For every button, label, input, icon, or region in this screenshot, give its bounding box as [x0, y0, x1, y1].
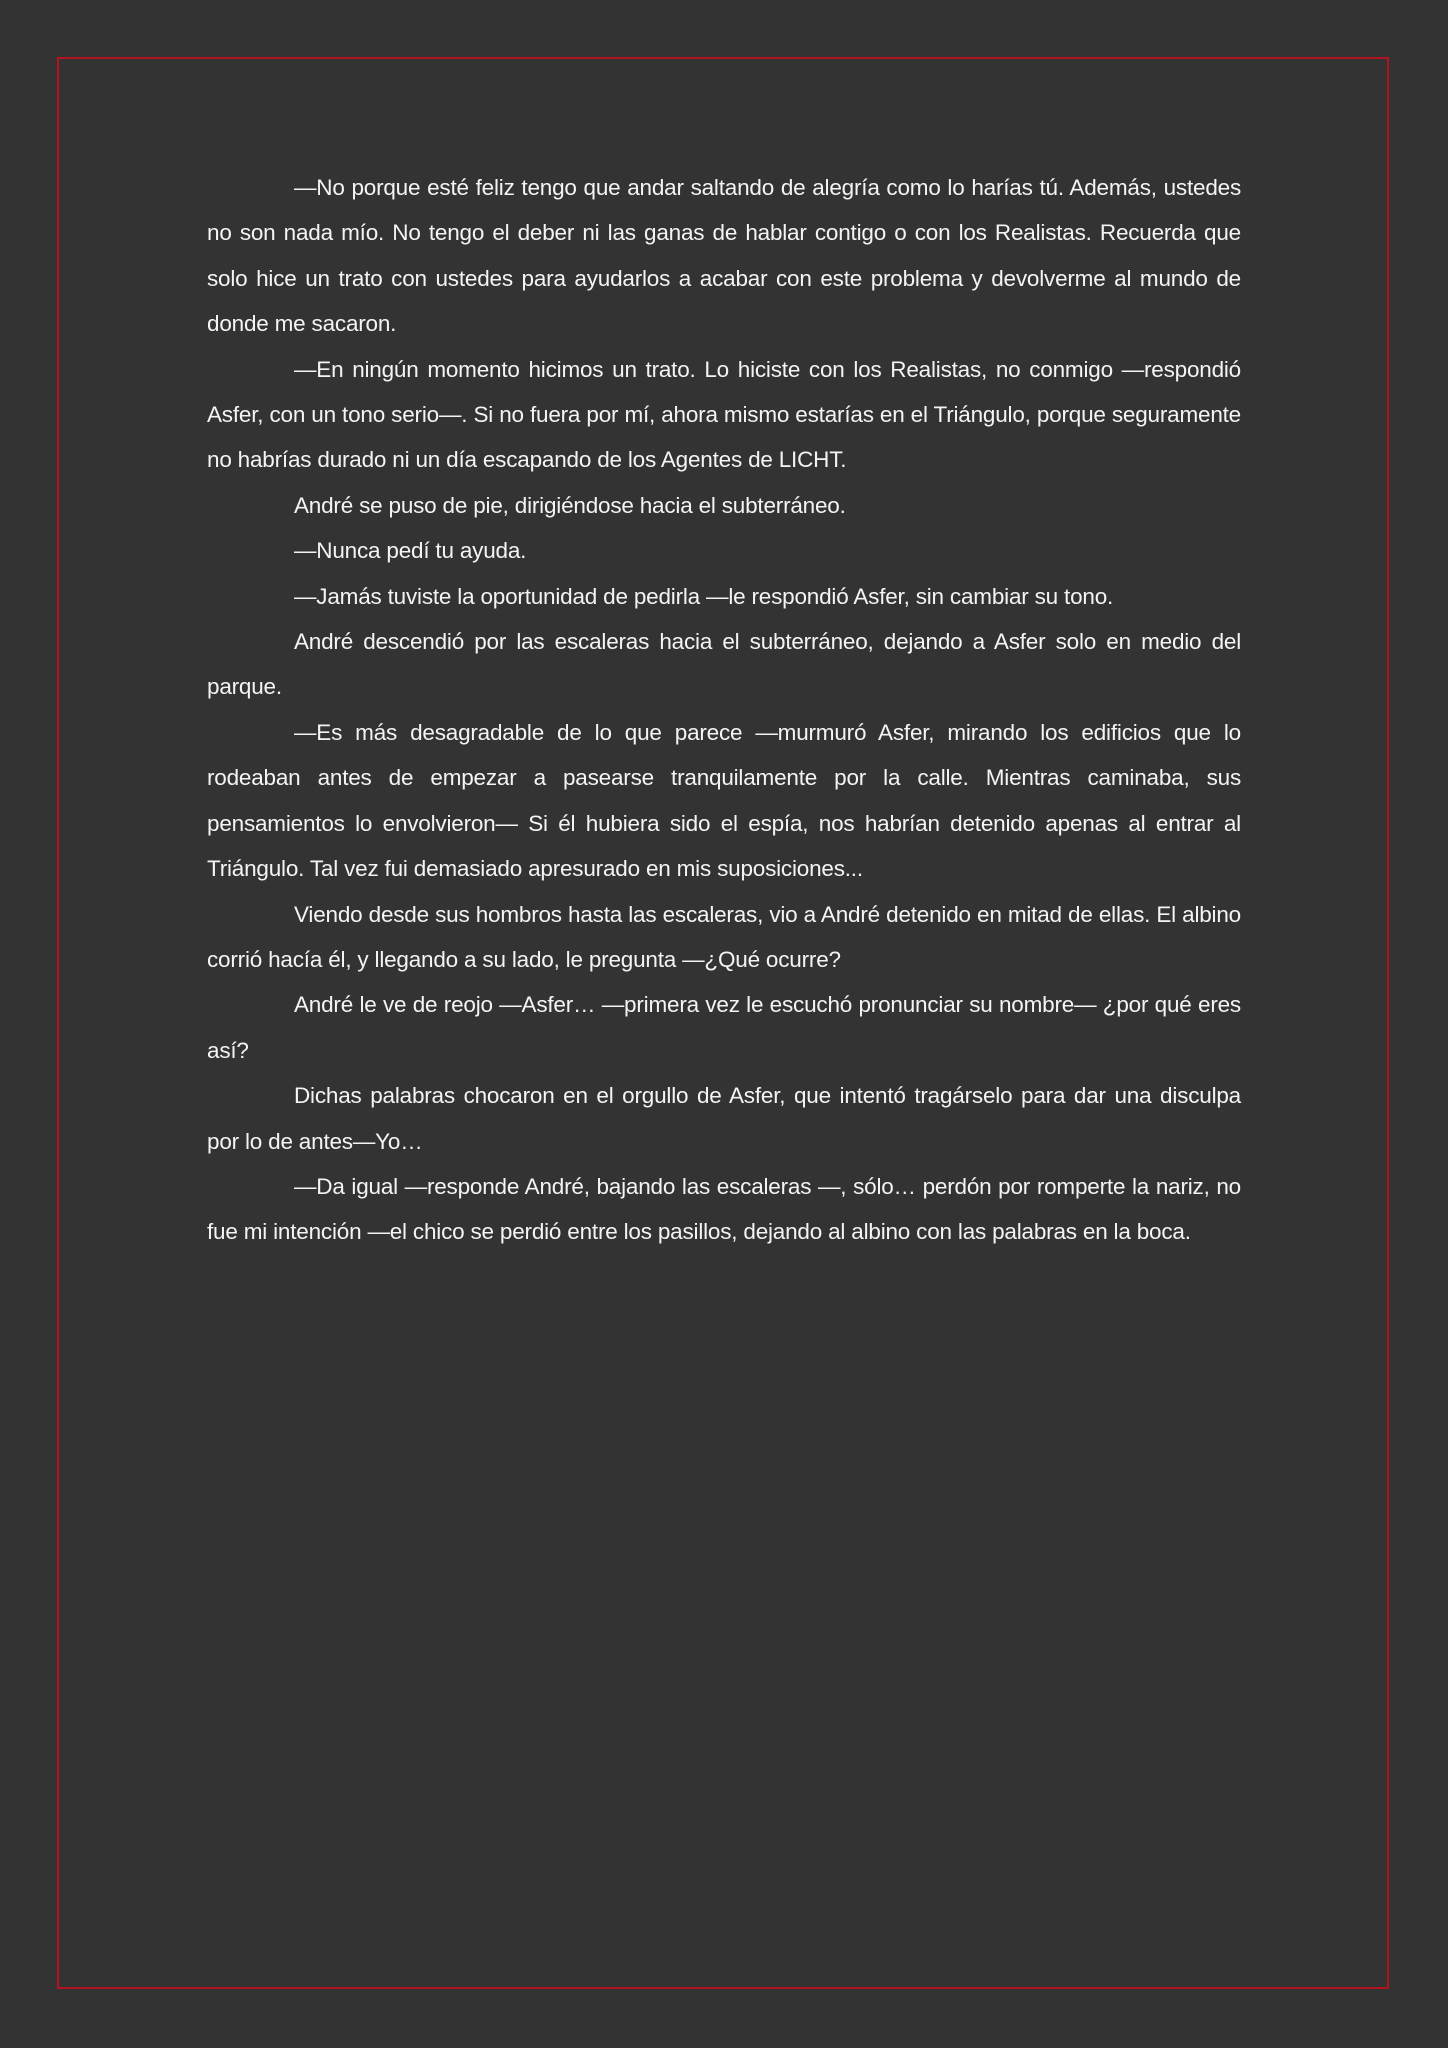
paragraph: —Es más desagradable de lo que parece —murmuró Asfer, mirando los edificios que lo rodeaban antes de empezar a pasearse tranquilamente por la calle. Mientras caminaba, sus pensamientos lo envolvieron— Si él hubiera sido el espía, nos habrían detenido apenas al entrar al Triángulo. Tal vez fui demasiado apresurado en mis suposiciones...: [207, 719, 1241, 882]
paragraph: André le ve de reojo —Asfer… —primera vez le escuchó pronunciar su nombre— ¿por qué eres así?: [207, 992, 1241, 1063]
body-text: [207, 165, 1241, 1255]
paragraph: André descendió por las escaleras hacia el subterráneo, dejando a Asfer solo en medio del parque.: [207, 629, 1241, 700]
paragraph: André se puso de pie, dirigiéndose hacia el subterráneo.: [294, 492, 846, 518]
paragraph: Viendo desde sus hombros hasta las escaleras, vio a André detenido en mitad de ellas. El albino corrió hacía él, y llegando a su lado, le pregunta —¿Qué ocurre?: [207, 901, 1241, 972]
paragraph: —En ningún momento hicimos un trato. Lo hiciste con los Realistas, no conmigo —respondió Asfer, con un tono serio—. Si no fuera por mí, ahora mismo estarías en el Triángulo, porque seguramente no habrías durado ni un día escapando de los Agentes de LICHT.: [207, 356, 1241, 473]
paragraph: Dichas palabras chocaron en el orgullo de Asfer, que intentó tragárselo para dar una disculpa por lo de antes—Yo…: [207, 1083, 1241, 1154]
paragraph: —Nunca pedí tu ayuda.: [294, 538, 527, 564]
paragraph: —No porque esté feliz tengo que andar saltando de alegría como lo harías tú. Además, ustedes no son nada mío. No tengo el deber ni las ganas de hablar contigo o con los Realistas. Recuerda que solo hice un trato con ustedes para ayudarlos a acabar con este problema y devolverme al mundo de donde me sacaron.: [207, 175, 1241, 337]
paragraph: —Da igual —responde André, bajando las escaleras —, sólo… perdón por romperte la nariz, no fue mi intención —el chico se perdió entre los pasillos, dejando al albino con las palabras en la boca.: [207, 1173, 1241, 1245]
paragraph: —Jamás tuviste la oportunidad de pedirla —le respondió Asfer, sin cambiar su tono.: [294, 583, 1114, 609]
